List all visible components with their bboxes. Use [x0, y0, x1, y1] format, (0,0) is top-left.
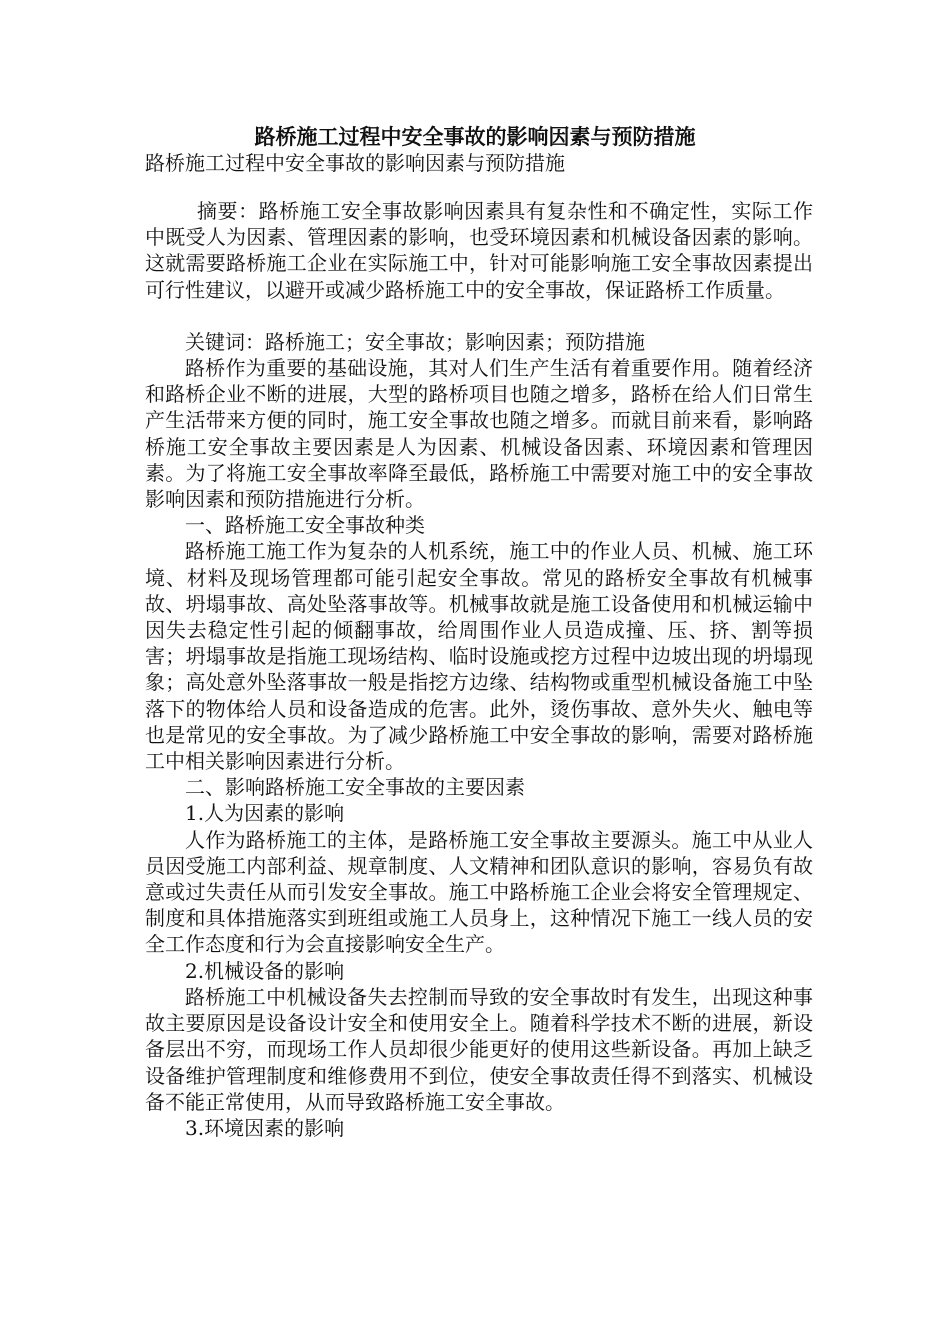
section-1-paragraph: 路桥施工施工作为复杂的人机系统，施工中的作业人员、机械、施工环境、材料及现场管理都可能引起安全事故。常见的路桥安全事故有机械事故、坍塌事故、高处坠落事故等。机械事故就是施工设备使用和机械运输中因失去稳定性引起的倾翻事故，给周围作业人员造成撞、压、挤、割等损害；坍塌事故是指施工现场结构、临时设施或挖方过程中边坡出现的坍塌现象；高处意外坠落事故一般是指挖方边缘、结构物或重型机械设备施工中坠落下的物体给人员和设备造成的危害。此外，烫伤事故、意外失火、触电等也是常见的安全事故。为了减少路桥施工中安全事故的影响，需要对路桥施工中相关影响因素进行分析。	[145, 539, 813, 774]
subsection-3-heading: 3.环境因素的影响	[185, 1115, 345, 1140]
document-body	[145, 198, 813, 1141]
section-2-heading: 二、影响路桥施工安全事故的主要因素	[185, 775, 525, 800]
subsection-1-paragraph: 人作为路桥施工的主体，是路桥施工安全事故主要源头。施工中从业人员因受施工内部利益、规章制度、人文精神和团队意识的影响，容易负有故意或过失责任从而引发安全事故。施工中路桥施工企业会将安全管理规定、制度和具体措施落实到班组或施工人员身上，这种情况下施工一线人员的安全工作态度和行为会直接影响安全生产。	[145, 827, 813, 957]
abstract-paragraph: 摘要：路桥施工安全事故影响因素具有复杂性和不确定性，实际工作中既受人为因素、管理因素的影响，也受环境因素和机械设备因素的影响。这就需要路桥施工企业在实际施工中，针对可能影响施工安全事故因素提出可行性建议，以避开或减少路桥施工中的安全事故，保证路桥工作质量。	[145, 199, 813, 302]
section-1-heading: 一、路桥施工安全事故种类	[185, 513, 425, 538]
subsection-2-heading: 2.机械设备的影响	[185, 958, 345, 983]
keywords-line: 关键词：路桥施工；安全事故；影响因素；预防措施	[185, 329, 645, 354]
subsection-1-heading: 1.人为因素的影响	[185, 801, 345, 826]
document-subtitle: 路桥施工过程中安全事故的影响因素与预防措施	[145, 151, 565, 175]
subsection-2-paragraph: 路桥施工中机械设备失去控制而导致的安全事故时有发生，出现这种事故主要原因是设备设计安全和使用安全上。随着科学技术不断的进展，新设备层出不穷，而现场工作人员却很少能更好的使用这些新设备。再加上缺乏设备维护管理制度和维修费用不到位，使安全事故责任得不到落实、机械设备不能正常使用，从而导致路桥施工安全事故。	[145, 984, 813, 1114]
intro-paragraph: 路桥作为重要的基础设施，其对人们生产生活有着重要作用。随着经济和路桥企业不断的进展，大型的路桥项目也随之增多，路桥在给人们日常生产生活带来方便的同时，施工安全事故也随之增多。而就目前来看，影响路桥施工安全事故主要因素是人为因素、机械设备因素、环境因素和管理因素。为了将施工安全事故率降至最低，路桥施工中需要对施工中的安全事故影响因素和预防措施进行分析。	[145, 356, 813, 512]
paragraph-spacer	[145, 303, 813, 329]
document-title: 路桥施工过程中安全事故的影响因素与预防措施	[254, 124, 696, 149]
